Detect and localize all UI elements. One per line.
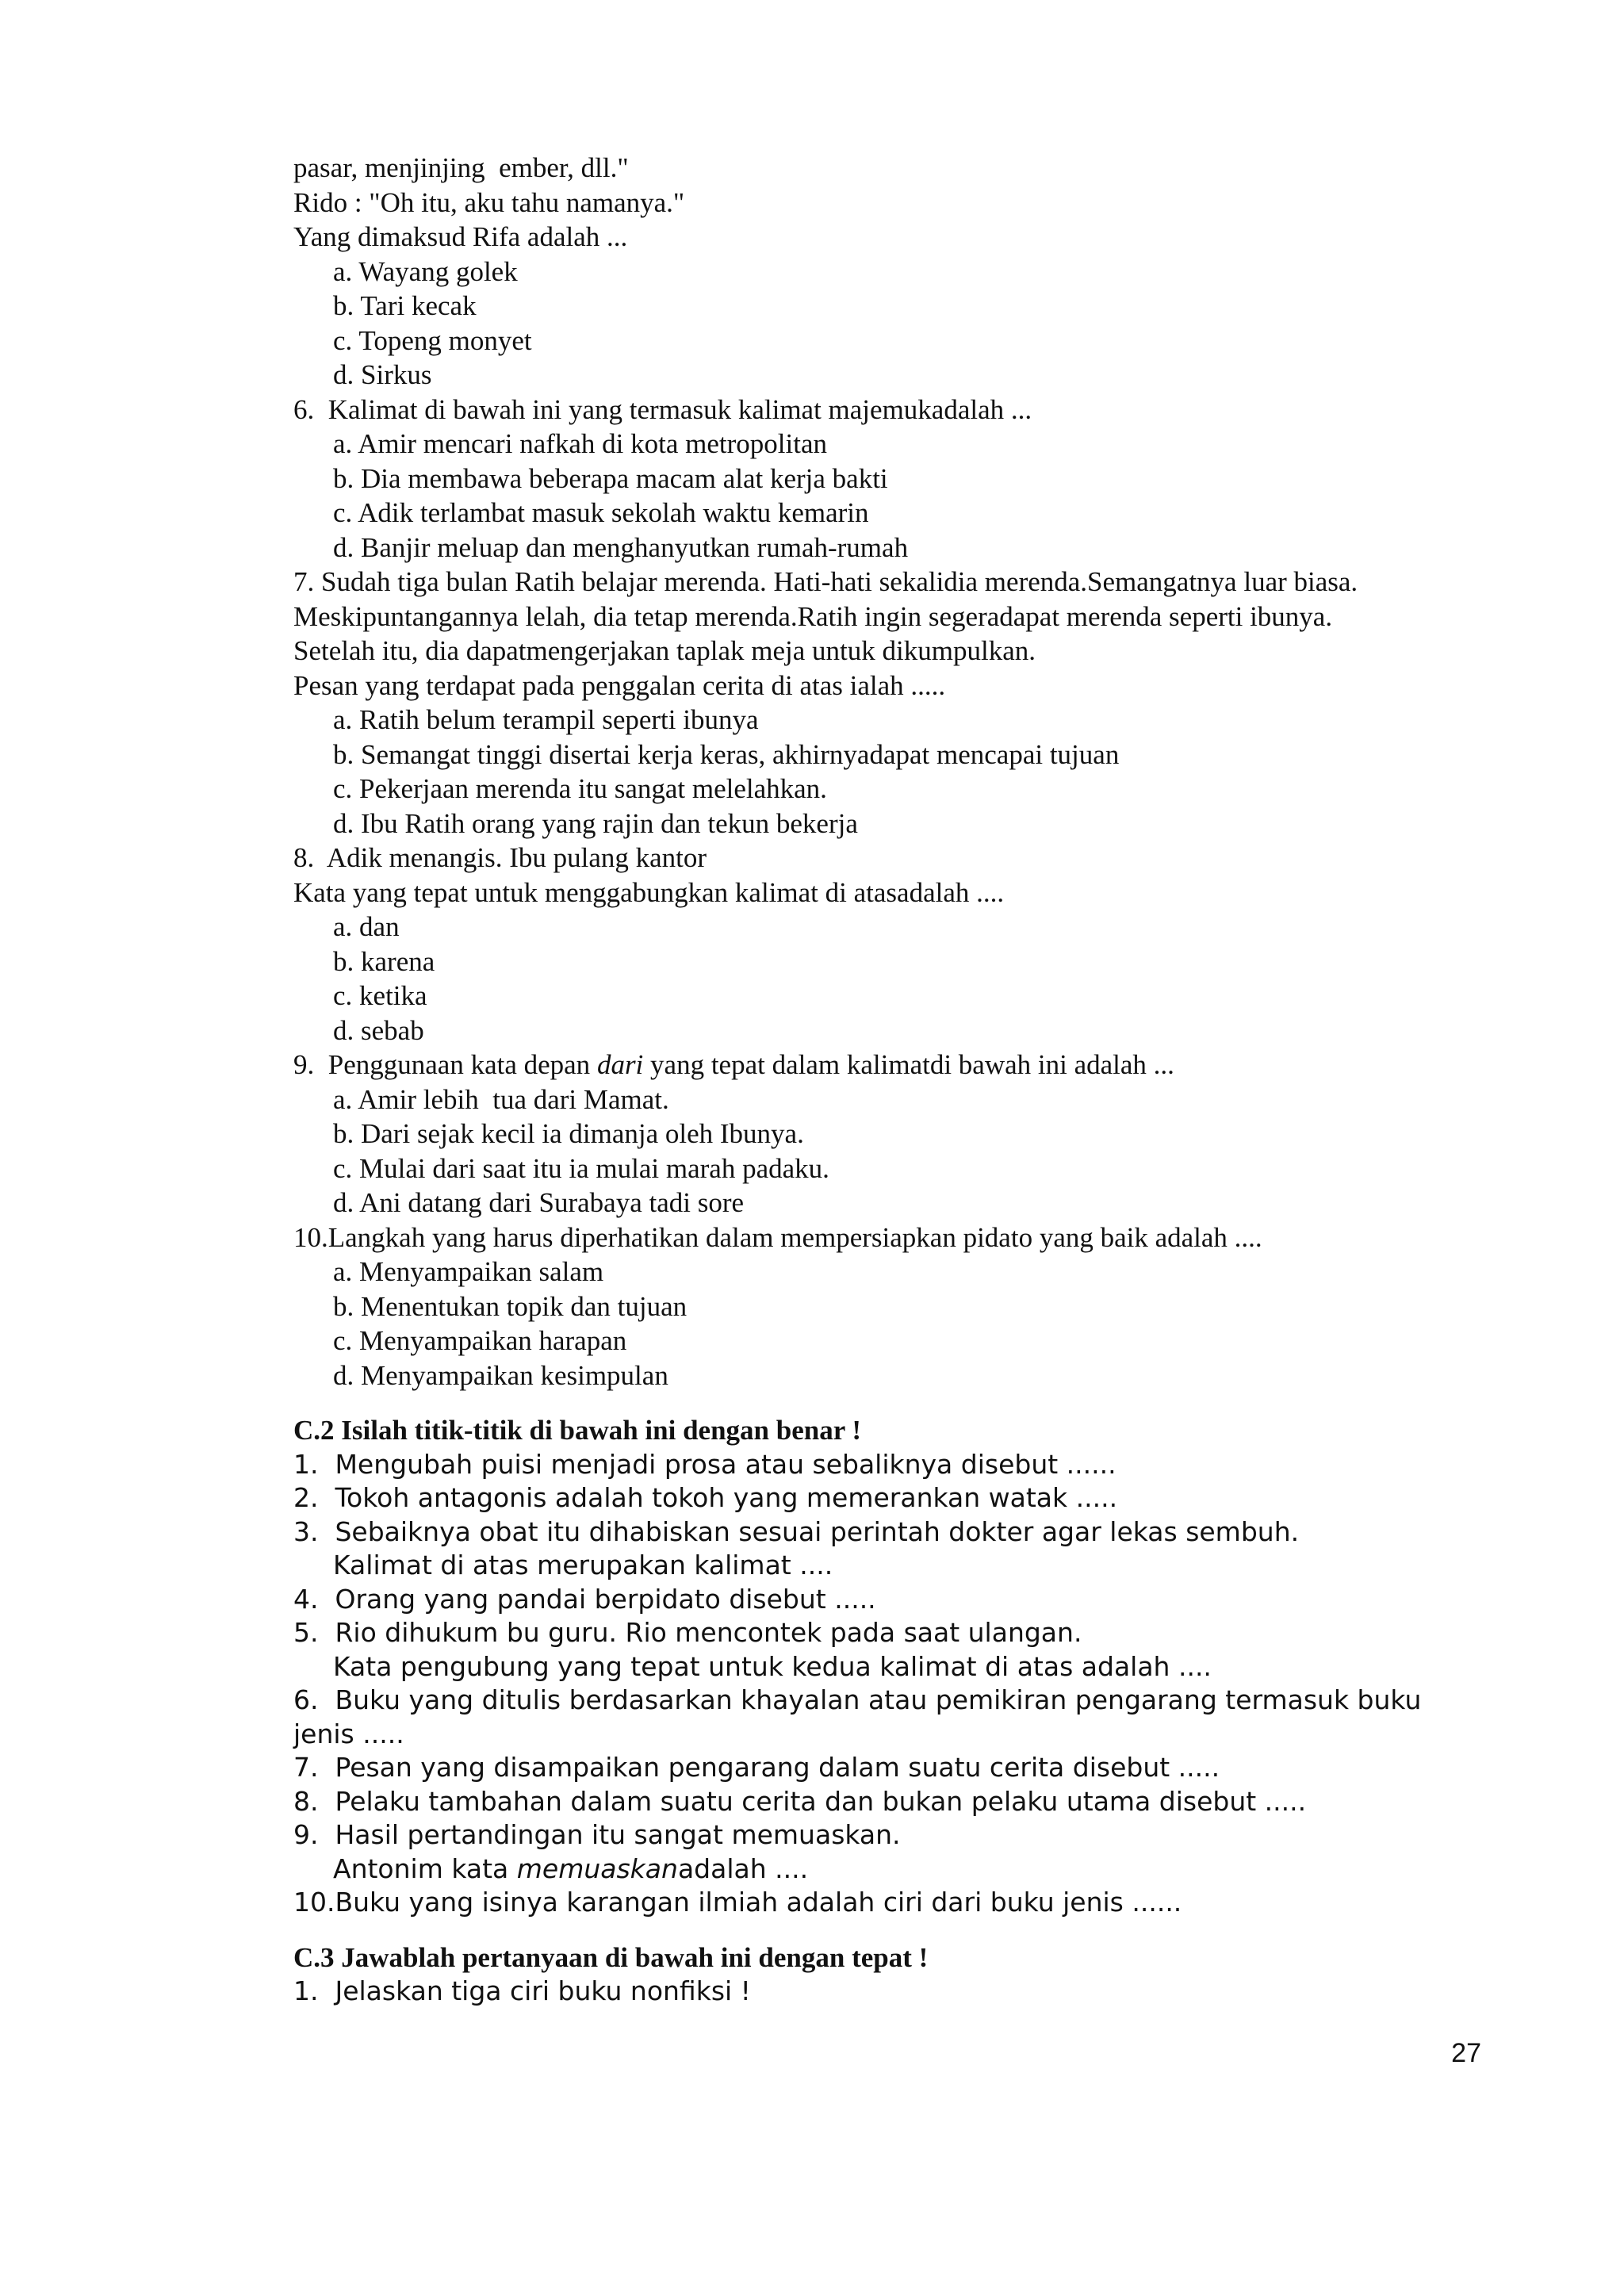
q6-option-c: c. Adik terlambat masuk sekolah waktu kemarin [333, 497, 869, 528]
c2-item-1: 1. Mengubah puisi menjadi prosa atau sebaliknya disebut ...... [293, 1448, 1116, 1480]
q7-option-a: a. Ratih belum terampil seperti ibunya [333, 704, 759, 735]
q7-line-2: Meskipuntangannya lelah, dia tetap merenda.Ratih ingin segeradapat merenda seperti ibunya. [293, 600, 1333, 632]
section-c3-heading: C.3 Jawablah pertanyaan di bawah ini dengan tepat ! [293, 1941, 929, 1973]
q8-stem: 8. Adik menangis. Ibu pulang kantor [293, 842, 707, 873]
q5-prompt: Yang dimaksud Rifa adalah ... [293, 221, 628, 252]
q9-option-d: d. Ani datang dari Surabaya tadi sore [333, 1187, 745, 1218]
q5-option-a: a. Wayang golek [333, 255, 518, 287]
question-6 [293, 393, 1483, 565]
q8-prompt: Kata yang tepat untuk menggabungkan kalimat di atasadalah .... [293, 876, 1005, 908]
section-c3 [293, 1941, 1483, 2009]
c2-item-7: 7. Pesan yang disampaikan pengarang dalam suatu cerita disebut ..... [293, 1752, 1220, 1783]
c2-item-5: 5. Rio dihukum bu guru. Rio mencontek pada saat ulangan. [293, 1617, 1082, 1648]
question-5 [293, 151, 1483, 393]
q9-stem [293, 1048, 1483, 1082]
c2-item-8: 8. Pelaku tambahan dalam suatu cerita dan bukan pelaku utama disebut ..... [293, 1785, 1307, 1817]
q6-stem: 6. Kalimat di bawah ini yang termasuk kalimat majemukadalah ... [293, 393, 1032, 425]
q5-line-1: pasar, menjinjing ember, dll." [293, 152, 629, 183]
q9-stem-after: yang tepat dalam kalimatdi bawah ini adalah ... [643, 1049, 1174, 1080]
q8-option-d: d. sebab [333, 1014, 424, 1046]
q8-option-a: a. dan [333, 911, 400, 942]
c2-item-2: 2. Tokoh antagonis adalah tokoh yang memerankan watak ..... [293, 1482, 1118, 1513]
q9-option-c: c. Mulai dari saat itu ia mulai marah padaku. [333, 1152, 829, 1184]
q8-option-b: b. karena [333, 945, 435, 977]
q5-option-d: d. Sirkus [333, 359, 432, 390]
question-7 [293, 565, 1483, 841]
q9-stem-italic-word: dari [596, 1049, 644, 1080]
c3-item-1: 1. Jelaskan tiga ciri buku nonfiksi ! [293, 1975, 751, 2006]
q5-option-b: b. Tari kecak [333, 290, 477, 321]
q10-option-c: c. Menyampaikan harapan [333, 1325, 627, 1356]
q7-option-c: c. Pekerjaan merenda itu sangat melelahkan. [333, 773, 827, 804]
c2-item-9: 9. Hasil pertandingan itu sangat memuaskan. [293, 1819, 901, 1850]
c2-item-3: 3. Sebaiknya obat itu dihabiskan sesuai perintah dokter agar lekas sembuh. [293, 1515, 1300, 1547]
c2-item-10: 10.Buku yang isinya karangan ilmiah adalah ciri dari buku jenis ...... [293, 1887, 1182, 1918]
question-10 [293, 1220, 1483, 1393]
c2-item-9-sub-before: Antonim kata [333, 1852, 517, 1884]
c2-item-6-cont: jenis ..... [293, 1718, 404, 1749]
q7-option-d: d. Ibu Ratih orang yang rajin dan tekun bekerja [333, 807, 858, 839]
q5-option-c: c. Topeng monyet [333, 324, 532, 356]
c2-item-6: 6. Buku yang ditulis berdasarkan khayalan atau pemikiran pengarang termasuk buku [293, 1684, 1422, 1715]
section-c2 [293, 1413, 1483, 1920]
question-9 [293, 1048, 1483, 1220]
c2-item-5-sub: Kata pengubung yang tepat untuk kedua kalimat di atas adalah .... [333, 1650, 1212, 1682]
section-c2-heading: C.2 Isilah titik-titik di bawah ini dengan benar ! [293, 1415, 862, 1446]
c2-item-9-italic-word: memuaskan [516, 1852, 678, 1884]
c2-item-3-sub: Kalimat di atas merupakan kalimat .... [333, 1550, 833, 1580]
section-gap [293, 1393, 1483, 1413]
q8-option-c: c. ketika [333, 980, 427, 1011]
question-8 [293, 841, 1483, 1048]
q10-option-d: d. Menyampaikan kesimpulan [333, 1359, 668, 1391]
worksheet-page [293, 151, 1483, 2009]
q6-option-b: b. Dia membawa beberapa macam alat kerja bakti [333, 462, 888, 494]
q7-line-1: 7. Sudah tiga bulan Ratih belajar merenda. Hati-hati sekalidia merenda.Semangatnya luar biasa. [293, 566, 1358, 597]
q10-option-a: a. Menyampaikan salam [333, 1256, 604, 1287]
q6-option-d: d. Banjir meluap dan menghanyutkan rumah-rumah [333, 531, 909, 563]
q9-stem-before: 9. Penggunaan kata depan [293, 1049, 597, 1080]
q10-stem: 10.Langkah yang harus diperhatikan dalam mempersiapkan pidato yang baik adalah .... [293, 1221, 1262, 1253]
q9-option-a: a. Amir lebih tua dari Mamat. [333, 1083, 669, 1115]
q9-option-b: b. Dari sejak kecil ia dimanja oleh Ibunya. [333, 1118, 804, 1149]
q5-line-2: Rido : "Oh itu, aku tahu namanya." [293, 186, 685, 218]
q6-option-a: a. Amir mencari nafkah di kota metropolitan [333, 428, 827, 459]
c2-item-9-sub [293, 1852, 1483, 1887]
q10-option-b: b. Menentukan topik dan tujuan [333, 1290, 688, 1322]
q7-option-b: b. Semangat tinggi disertai kerja keras, akhirnyadapat mencapai tujuan [333, 738, 1120, 770]
c2-item-9-sub-after: adalah .... [677, 1852, 809, 1884]
q7-line-3: Setelah itu, dia dapatmengerjakan taplak meja untuk dikumpulkan. [293, 635, 1036, 666]
section-gap [293, 1920, 1483, 1941]
page-number: 27 [1451, 2038, 1481, 2068]
c2-item-4: 4. Orang yang pandai berpidato disebut ..... [293, 1583, 876, 1615]
q7-prompt: Pesan yang terdapat pada penggalan cerita di atas ialah ..... [293, 669, 946, 701]
